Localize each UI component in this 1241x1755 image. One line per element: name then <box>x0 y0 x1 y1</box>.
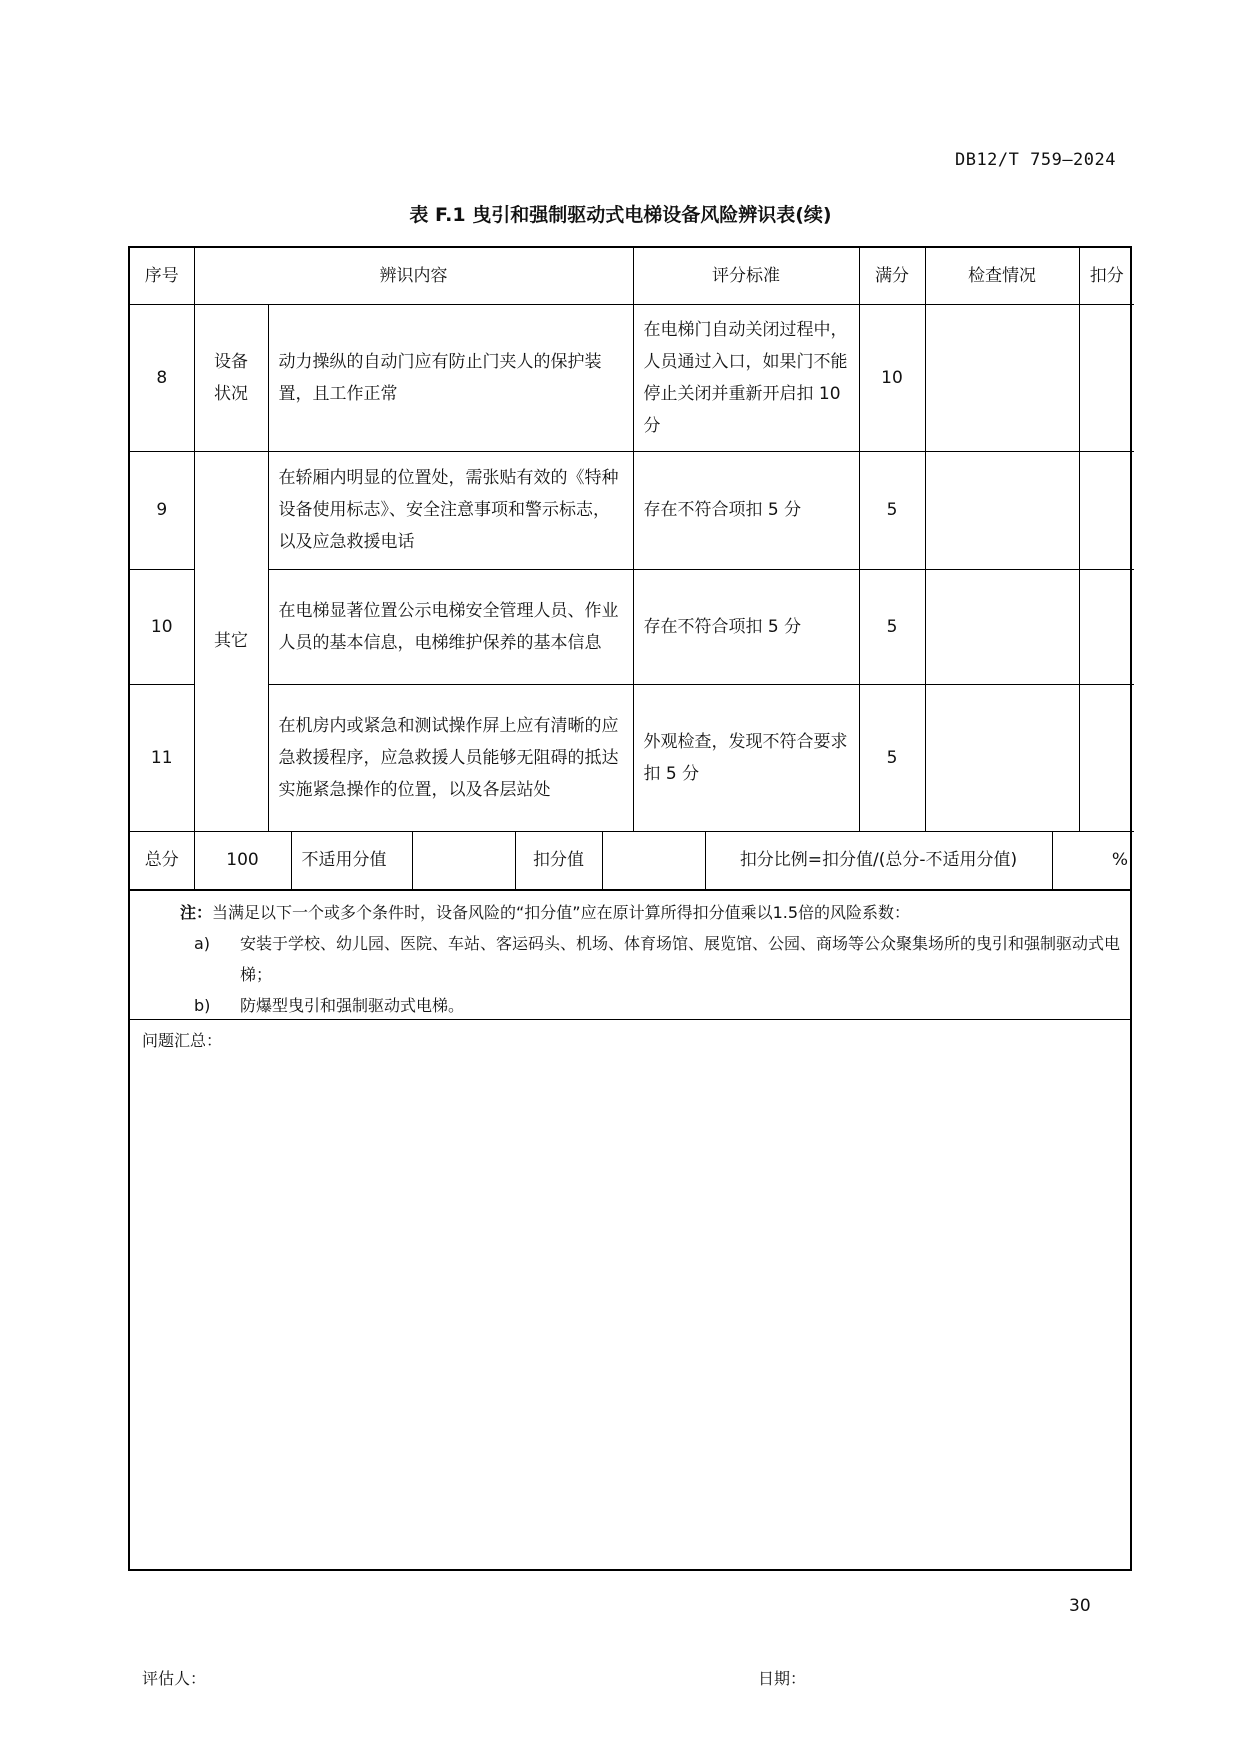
row-full-score: 5 <box>859 684 925 831</box>
page-number: 30 <box>1069 1596 1091 1616</box>
deduction-value-label: 扣分值 <box>515 832 602 890</box>
header-deduction: 扣分 <box>1079 248 1134 304</box>
table-title: 表 F.1 曳引和强制驱动式电梯设备风险辨识表(续) <box>409 204 832 226</box>
table-row <box>130 451 1134 569</box>
row-content: 动力操纵的自动门应有防止门夹人的保护装置，且工作正常 <box>268 304 633 451</box>
deduction-value-cell[interactable] <box>602 832 705 890</box>
table-row <box>130 569 1134 684</box>
header-full-score: 满分 <box>859 248 925 304</box>
row-seq: 8 <box>130 304 194 451</box>
row-standard: 存在不符合项扣 5 分 <box>633 569 859 684</box>
row-deduction-cell[interactable] <box>1079 451 1134 569</box>
row-deduction-cell[interactable] <box>1079 569 1134 684</box>
note-item <box>140 990 1120 1021</box>
row-full-score: 5 <box>859 569 925 684</box>
assessor-label: 评估人： <box>142 1669 207 1688</box>
header-row <box>130 248 1134 304</box>
header-standard: 评分标准 <box>633 248 859 304</box>
table-row <box>130 684 1134 831</box>
total-score-value: 100 <box>194 832 291 890</box>
deduction-ratio-label: 扣分比例=扣分值/(总分-不适用分值) <box>705 832 1052 890</box>
risk-items-grid <box>130 248 1134 832</box>
note-prefix: 注： <box>180 903 213 922</box>
note-intro-text: 当满足以下一个或多个条件时，设备风险的“扣分值”应在原计算所得扣分值乘以1.5倍的风险系数： <box>212 903 911 922</box>
note-item-mark: a) <box>194 934 211 953</box>
note-intro <box>180 897 1120 928</box>
note-item-mark: b) <box>194 996 211 1015</box>
row-seq: 10 <box>130 569 194 684</box>
header-seq: 序号 <box>130 248 194 304</box>
row-deduction-cell[interactable] <box>1079 304 1134 451</box>
note-item-text: 防爆型曳引和强制驱动式电梯。 <box>240 996 465 1015</box>
row-standard: 在电梯门自动关闭过程中，人员通过入口，如果门不能停止关闭并重新开启扣 10 分 <box>633 304 859 451</box>
row-standard: 外观检查，发现不符合要求扣 5 分 <box>633 684 859 831</box>
row-full-score: 5 <box>859 451 925 569</box>
row-seq: 9 <box>130 451 194 569</box>
notes-section <box>130 890 1130 1020</box>
deduction-ratio-percent[interactable]: % <box>1052 832 1132 890</box>
not-applicable-value-cell[interactable] <box>412 832 515 890</box>
row-category: 设备 状况 <box>194 304 268 451</box>
score-totals-row <box>130 832 1132 891</box>
row-category: 其它 <box>194 451 268 831</box>
note-item-text: 安装于学校、幼儿园、医院、车站、客运码头、机场、体育场馆、展览馆、公园、商场等公众聚集场所的曳引和强制驱动式电梯； <box>240 934 1121 984</box>
not-applicable-label: 不适用分值 <box>291 832 412 890</box>
row-content: 在电梯显著位置公示电梯安全管理人员、作业人员的基本信息，电梯维护保养的基本信息 <box>268 569 633 684</box>
total-score-label: 总分 <box>130 832 194 890</box>
document-code: DB12/T 759—2024 <box>954 150 1116 170</box>
row-content: 在机房内或紧急和测试操作屏上应有清晰的应急救援程序，应急救援人员能够无阻碍的抵达实施紧急操作的位置，以及各层站处 <box>268 684 633 831</box>
note-item <box>140 928 1120 990</box>
table-row <box>130 304 1134 451</box>
row-standard: 存在不符合项扣 5 分 <box>633 451 859 569</box>
row-inspection-cell[interactable] <box>925 569 1079 684</box>
row-seq: 11 <box>130 684 194 831</box>
row-content: 在轿厢内明显的位置处，需张贴有效的《特种设备使用标志》、安全注意事项和警示标志，以及应急救援电话 <box>268 451 633 569</box>
header-inspection: 检查情况 <box>925 248 1079 304</box>
header-content: 辨识内容 <box>194 248 633 304</box>
row-inspection-cell[interactable] <box>925 451 1079 569</box>
problem-summary-label: 问题汇总： <box>142 1031 223 1050</box>
problem-summary-section[interactable] <box>130 1020 1130 1699</box>
row-deduction-cell[interactable] <box>1079 684 1134 831</box>
row-inspection-cell[interactable] <box>925 684 1079 831</box>
date-label: 日期： <box>758 1669 807 1688</box>
row-inspection-cell[interactable] <box>925 304 1079 451</box>
row-full-score: 10 <box>859 304 925 451</box>
